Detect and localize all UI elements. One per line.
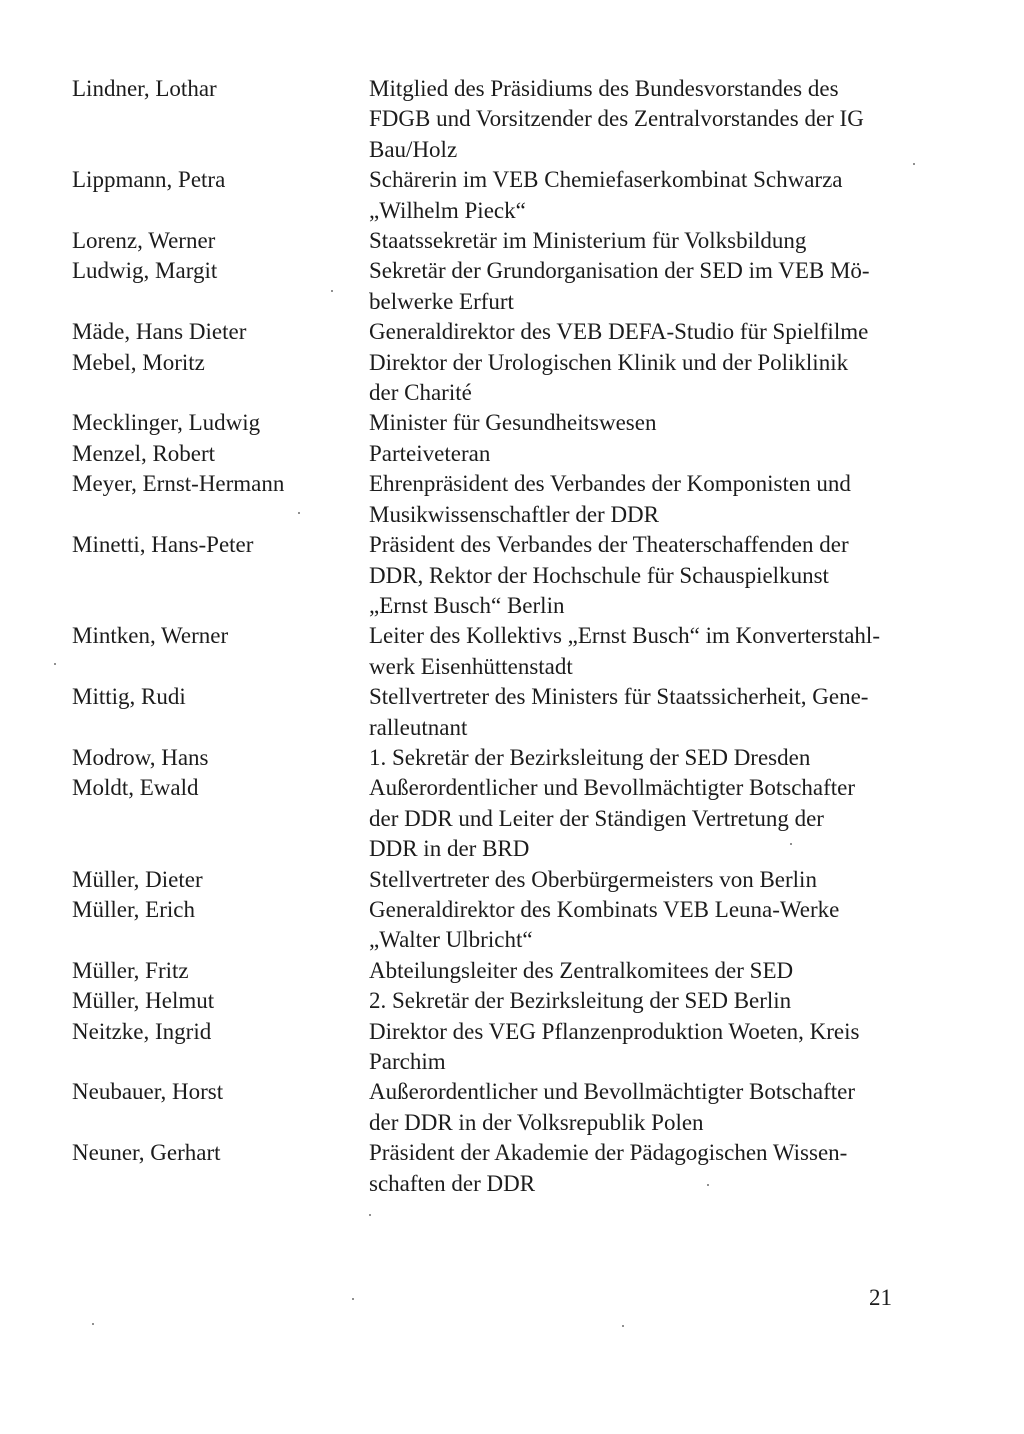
person-name: Modrow, Hans: [72, 744, 209, 770]
person-role: Direktor der Urologischen Klinik und der Poliklinik der Charité: [369, 349, 849, 406]
person-name: Meyer, Ernst-Hermann: [72, 471, 285, 497]
list-item: [0, 743, 1024, 773]
list-item: [0, 1138, 1024, 1199]
page-number: 21: [869, 1285, 892, 1310]
list-item: [0, 986, 1024, 1016]
list-item: [0, 1077, 1024, 1138]
person-role: Abteilungsleiter des Zentralkomitees der SED: [369, 957, 794, 983]
person-name: Mintken, Werner: [72, 623, 229, 649]
person-name: Müller, Erich: [72, 896, 195, 922]
person-role: 2. Sekretär der Bezirksleitung der SED Berlin: [369, 988, 792, 1014]
list-item: [0, 1017, 1024, 1078]
list-item: [0, 865, 1024, 895]
person-role: Stellvertreter des Ministers für Staatssicherheit, Gene- ralleutnant: [369, 684, 869, 740]
person-name: Lindner, Lothar: [72, 76, 217, 101]
list-item: [0, 408, 1024, 438]
person-role: Mitglied des Präsidiums des Bundesvorstandes des FDGB und Vorsitzender des Zentralvorstandes der IG Bau/Holz: [369, 76, 864, 162]
list-item: [0, 682, 1024, 743]
list-item: [0, 530, 1024, 621]
person-role: Generaldirektor des VEB DEFA-Studio für Spielfilme: [369, 319, 869, 345]
person-role: Staatssekretär im Ministerium für Volksbildung: [369, 228, 807, 254]
scan-speck: [707, 1184, 709, 1186]
list-item: [0, 256, 1024, 317]
list-item: [0, 226, 1024, 256]
person-name: Müller, Fritz: [72, 957, 189, 983]
scan-speck: [790, 843, 792, 845]
person-role: Außerordentlicher und Bevollmächtigter Botschafter der DDR in der Volksrepublik Polen: [369, 1079, 856, 1135]
person-role: Stellvertreter des Oberbürgermeisters von Berlin: [369, 866, 817, 892]
person-name: Mäde, Hans Dieter: [72, 319, 247, 345]
person-name: Neubauer, Horst: [72, 1079, 224, 1105]
person-name: Ludwig, Margit: [72, 258, 218, 284]
person-role: Präsident der Akademie der Pädagogischen Wissen- schaften der DDR: [369, 1140, 848, 1196]
entry-list: [0, 74, 1024, 1199]
person-name: Mebel, Moritz: [72, 349, 205, 375]
list-item: [0, 439, 1024, 469]
list-item: [0, 348, 1024, 409]
person-role: Außerordentlicher und Bevollmächtigter Botschafter der DDR und Leiter der Ständigen Vertretung der DDR in der BRD: [369, 775, 856, 862]
scan-speck: [369, 1214, 371, 1216]
person-name: Moldt, Ewald: [72, 775, 199, 801]
person-name: Mittig, Rudi: [72, 684, 186, 710]
list-item: [0, 165, 1024, 226]
person-name: Minetti, Hans-Peter: [72, 532, 254, 558]
person-role: Schärerin im VEB Chemiefaserkombinat Schwarza „Wilhelm Pieck“: [369, 167, 843, 223]
scan-speck: [352, 1298, 354, 1300]
person-role: Leiter des Kollektivs „Ernst Busch“ im Konverterstahl- werk Eisenhüttenstadt: [369, 623, 880, 679]
list-item: [0, 74, 1024, 165]
person-role: Parteiveteran: [369, 440, 491, 466]
list-item: [0, 773, 1024, 864]
scan-speck: [298, 512, 300, 514]
person-name: Neuner, Gerhart: [72, 1140, 221, 1166]
list-item: [0, 317, 1024, 347]
person-role: Minister für Gesundheitswesen: [369, 410, 657, 436]
person-name: Lorenz, Werner: [72, 228, 216, 254]
person-role: Präsident des Verbandes der Theaterschaffenden der DDR, Rektor der Hochschule für Schauspielkunst „Ernst Busch“ Berlin: [369, 532, 849, 618]
scan-speck: [622, 1325, 624, 1327]
person-role: Generaldirektor des Kombinats VEB Leuna-Werke „Walter Ulbricht“: [369, 896, 840, 953]
person-name: Mecklinger, Ludwig: [72, 410, 261, 436]
person-name: Müller, Helmut: [72, 988, 215, 1014]
person-role: Direktor des VEG Pflanzenproduktion Woeten, Kreis Parchim: [369, 1018, 860, 1074]
person-name: Menzel, Robert: [72, 440, 216, 466]
scan-speck: [913, 163, 915, 165]
person-name: Müller, Dieter: [72, 866, 203, 892]
person-name: Lippmann, Petra: [72, 167, 226, 193]
person-name: Neitzke, Ingrid: [72, 1018, 212, 1044]
list-item: [0, 469, 1024, 530]
list-item: [0, 956, 1024, 986]
list-item: [0, 895, 1024, 956]
scan-speck: [54, 663, 56, 665]
person-role: Ehrenpräsident des Verbandes der Komponisten und Musikwissenschaftler der DDR: [369, 471, 851, 527]
scan-speck: [92, 1323, 94, 1325]
person-role: 1. Sekretär der Bezirksleitung der SED Dresden: [369, 744, 811, 770]
scan-speck: [331, 290, 333, 292]
list-item: [0, 621, 1024, 682]
person-role: Sekretär der Grundorganisation der SED im VEB Mö- belwerke Erfurt: [369, 258, 870, 314]
